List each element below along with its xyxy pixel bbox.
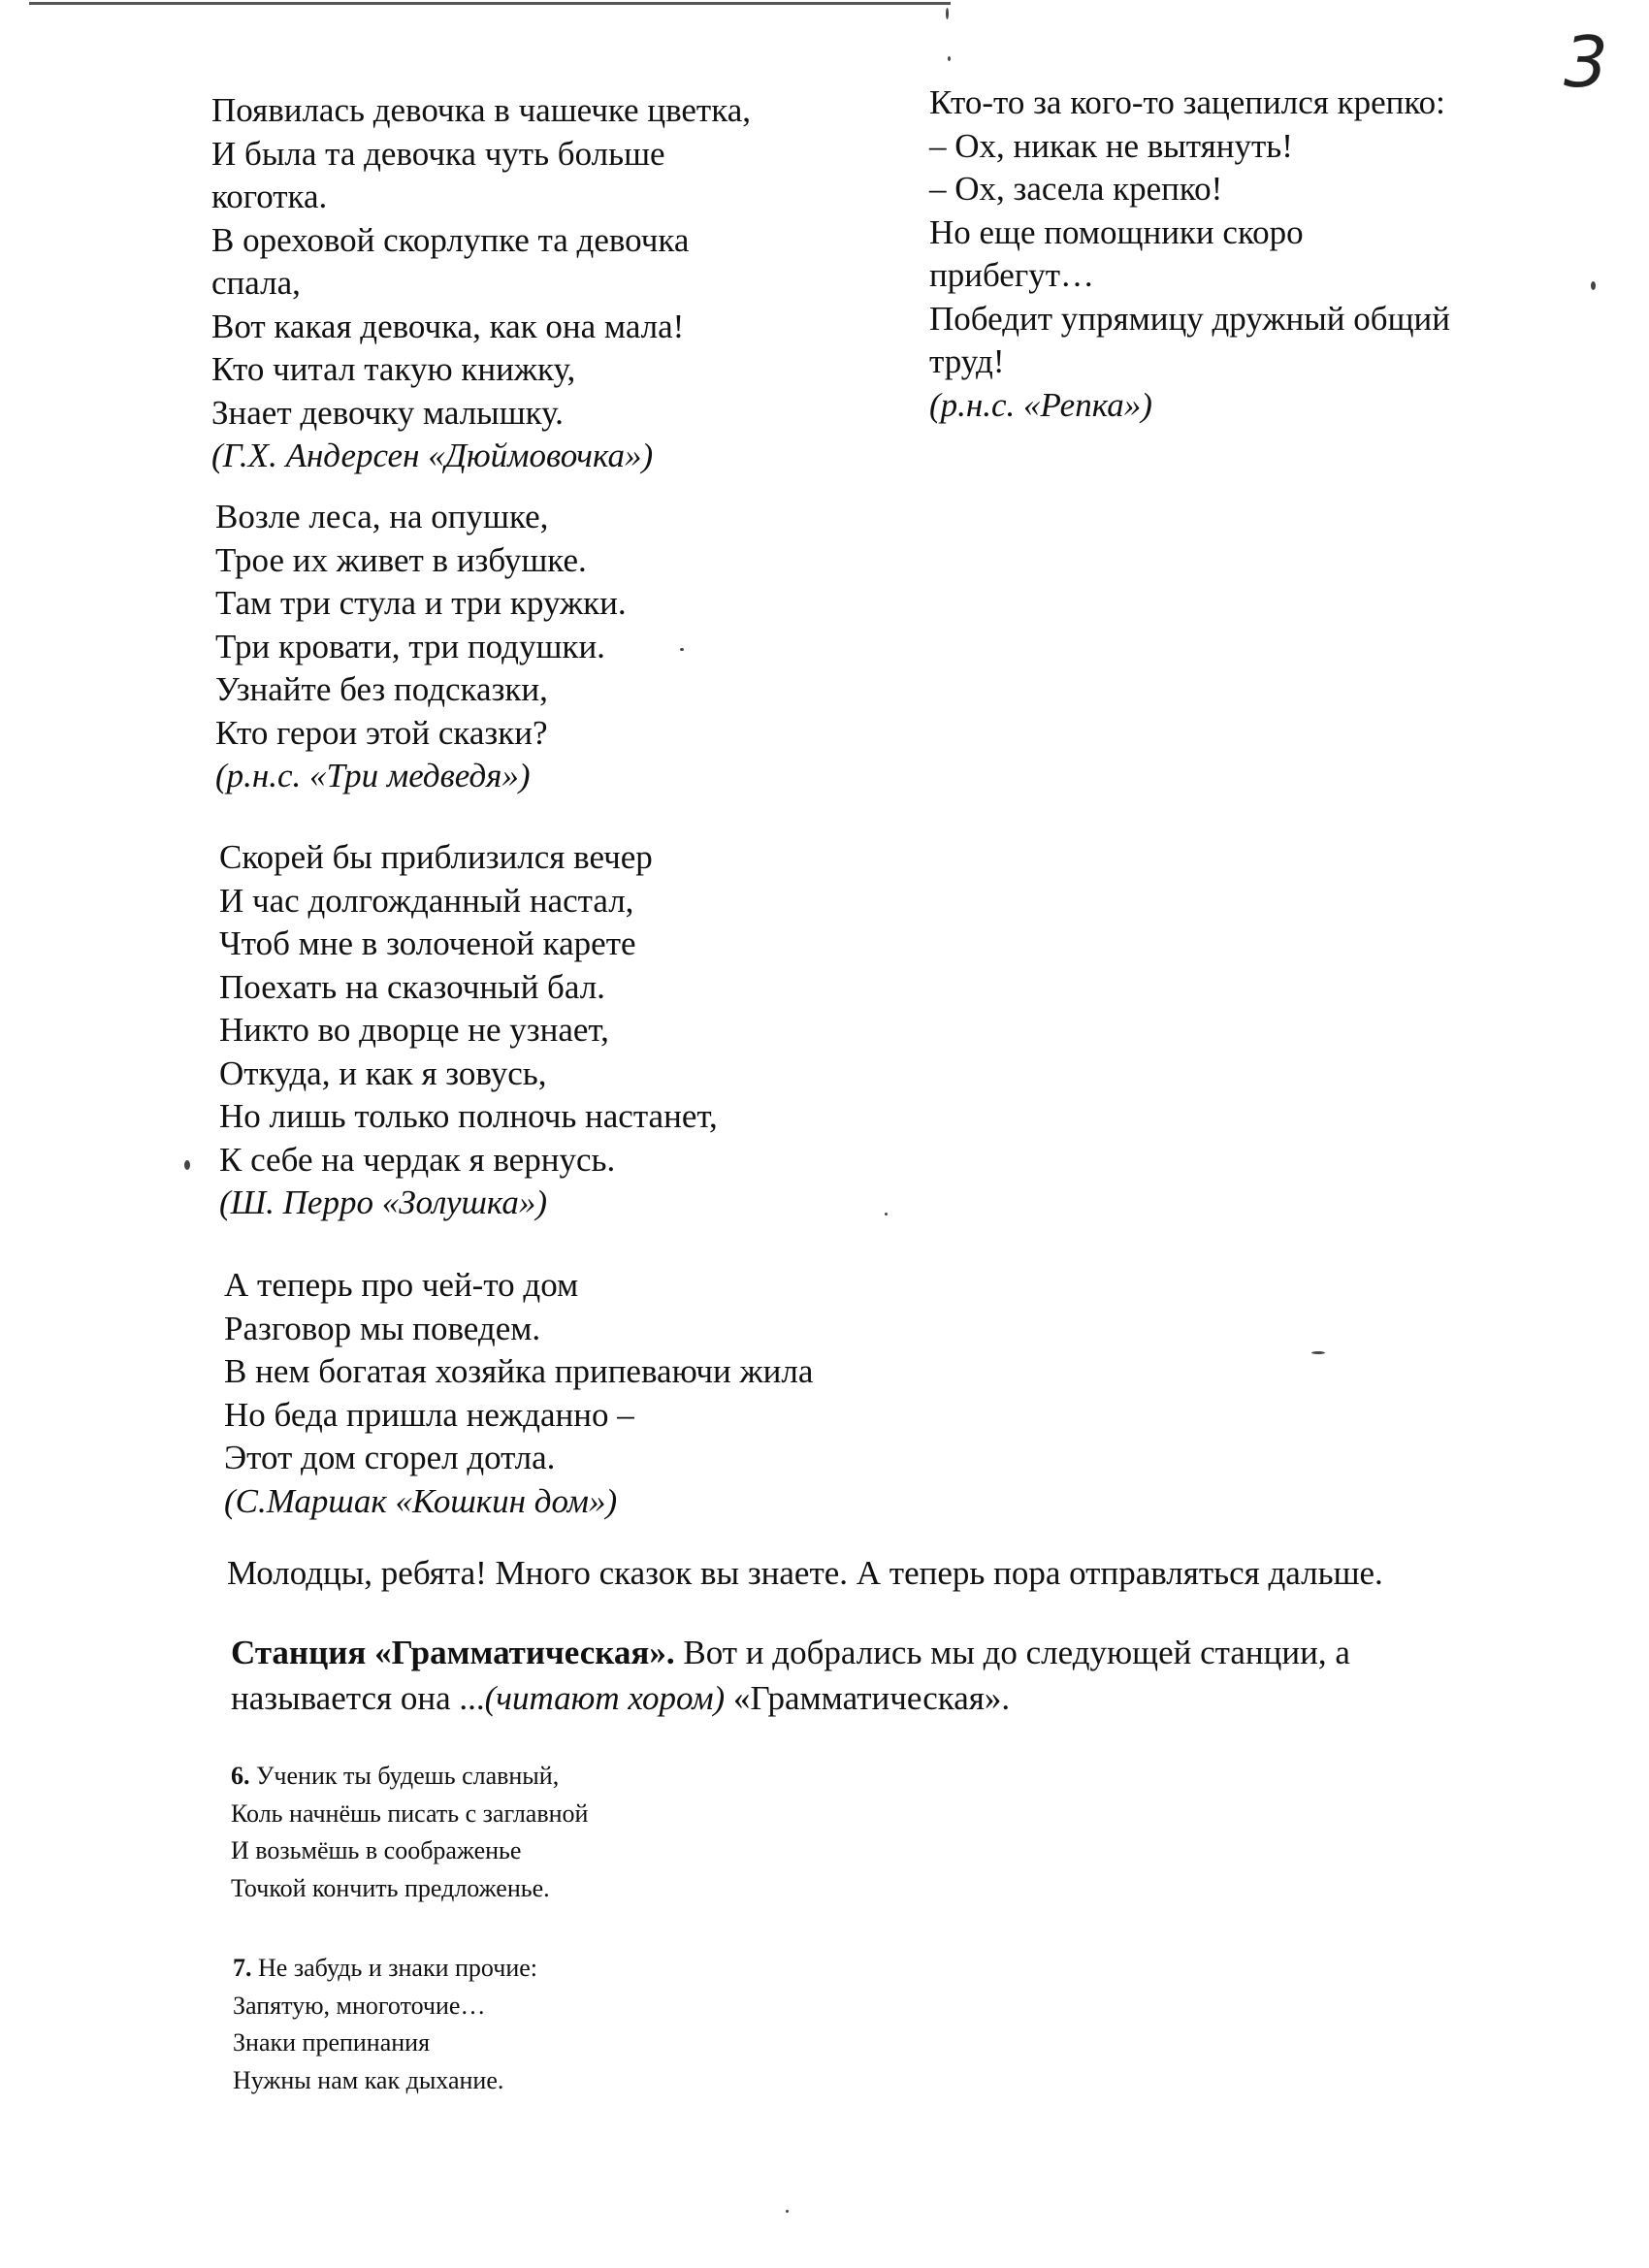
riddle-cinderella	[219, 836, 718, 1225]
riddle-line: Этот дом сгорел дотла.	[224, 1439, 556, 1476]
riddle-line: – Ох, засела крепко!	[929, 170, 1223, 208]
riddle-cats-house	[224, 1264, 813, 1523]
poem-line: Запятую, многоточие…	[233, 1991, 486, 2020]
poem-line: Знаки препинания	[233, 2028, 431, 2057]
scan-speck	[1591, 281, 1596, 290]
riddle-attribution: (Ш. Перро «Золушка»)	[219, 1183, 548, 1221]
poem-line: Не забудь и знаки прочие:	[251, 1954, 537, 1982]
scan-edge-line	[29, 2, 951, 5]
riddle-line: Три кровати, три подушки.	[215, 627, 605, 665]
scan-speck	[946, 8, 949, 19]
riddle-line: Возле леса, на опушке,	[215, 498, 549, 535]
page-number: 3	[1564, 21, 1608, 103]
riddle-line: Но беда пришла нежданно –	[224, 1395, 634, 1434]
riddle-line: Поехать на сказочный бал.	[219, 967, 605, 1006]
riddle-attribution: (С.Маршак «Кошкин дом»)	[224, 1481, 618, 1520]
station-text: «Грамматическая».	[725, 1679, 1011, 1717]
riddle-line: В нем богатая хозяйка припеваючи жила	[224, 1352, 814, 1390]
riddle-line: коготка.	[211, 178, 328, 215]
riddle-line: Откуда, и как я зовусь,	[219, 1053, 547, 1092]
poem-line: Коль начнёшь писать с заглавной	[231, 1798, 589, 1828]
riddle-line: Трое их живет в избушке.	[215, 540, 587, 579]
riddle-attribution: (р.н.с. «Репка»)	[929, 385, 1152, 424]
riddle-line: Появилась девочка в чашечке цветка,	[211, 91, 751, 129]
scan-speck	[184, 1160, 190, 1170]
riddle-thumbelina	[211, 89, 751, 478]
scan-speck	[786, 2210, 789, 2213]
riddle-line: Узнайте без подсказки,	[215, 670, 548, 708]
riddle-line: Кто-то за кого-то зацепился крепко:	[929, 83, 1445, 121]
scan-speck	[1311, 1351, 1325, 1354]
poem-6	[231, 1758, 588, 1907]
poem-number: 6.	[231, 1762, 250, 1790]
praise-paragraph: Молодцы, ребята! Много сказок вы знаете. А теперь пора отправляться дальше.	[227, 1554, 1383, 1592]
riddle-line: К себе на чердак я вернусь.	[219, 1140, 616, 1179]
riddle-line: Разговор мы поведем.	[224, 1309, 541, 1347]
station-line-2	[231, 1675, 1350, 1721]
station-paragraph	[231, 1630, 1350, 1721]
poem-first-line	[233, 1950, 537, 1988]
riddle-turnip	[929, 81, 1450, 427]
scan-speck	[680, 648, 684, 651]
station-title: Станция «Грамматическая».	[231, 1634, 675, 1671]
poem-number: 7.	[233, 1954, 252, 1982]
poem-first-line	[231, 1758, 588, 1796]
riddle-line: прибегут…	[929, 256, 1094, 294]
scan-speck	[948, 56, 951, 61]
poem-line: Нужны нам как дыхание.	[233, 2065, 504, 2094]
riddle-line: Там три стула и три кружки.	[215, 584, 627, 622]
riddle-line: Кто герои этой сказки?	[215, 713, 548, 752]
riddle-line: – Ох, никак не вытянуть!	[929, 126, 1293, 165]
riddle-line: Чтоб мне в золоченой карете	[219, 924, 636, 962]
riddle-line: труд!	[929, 342, 1005, 380]
riddle-line: Но лишь только полночь настанет,	[219, 1097, 718, 1135]
station-italic-note: (читают хором)	[484, 1679, 726, 1717]
riddle-line: Победит упрямицу дружный общий	[929, 299, 1450, 338]
station-text: Вот и добрались мы до следующей станции, а	[674, 1634, 1350, 1671]
riddle-three-bears	[215, 496, 627, 798]
riddle-line: Скорей бы приблизился вечер	[219, 838, 653, 876]
riddle-line: Никто во дворце не узнает,	[219, 1011, 609, 1049]
riddle-line: И была та девочка чуть больше	[211, 134, 665, 173]
riddle-line: В ореховой скорлупке та девочка	[211, 220, 690, 259]
riddle-line: спала,	[211, 264, 301, 302]
scan-speck	[885, 1213, 888, 1215]
riddle-attribution: (р.н.с. «Три медведя»)	[215, 757, 531, 794]
riddle-line: Но еще помощники скоро	[929, 212, 1304, 251]
poem-line: Точкой кончить предложенье.	[231, 1873, 550, 1902]
riddle-line: Знает девочку малышку.	[211, 393, 564, 432]
poem-line: И возьмёшь в соображенье	[231, 1836, 522, 1864]
riddle-line: Кто читал такую книжку,	[211, 350, 576, 388]
riddle-line: А теперь про чей-то дом	[224, 1266, 579, 1304]
riddle-line: Вот какая девочка, как она мала!	[211, 307, 685, 345]
station-text: называется она ...	[231, 1679, 485, 1717]
poem-line: Ученик ты будешь славный,	[249, 1762, 560, 1790]
station-line-1	[231, 1630, 1350, 1675]
riddle-attribution: (Г.Х. Андерсен «Дюймовочка»)	[211, 437, 654, 474]
riddle-line: И час долгожданный настал,	[219, 881, 634, 920]
poem-7	[233, 1950, 537, 2099]
